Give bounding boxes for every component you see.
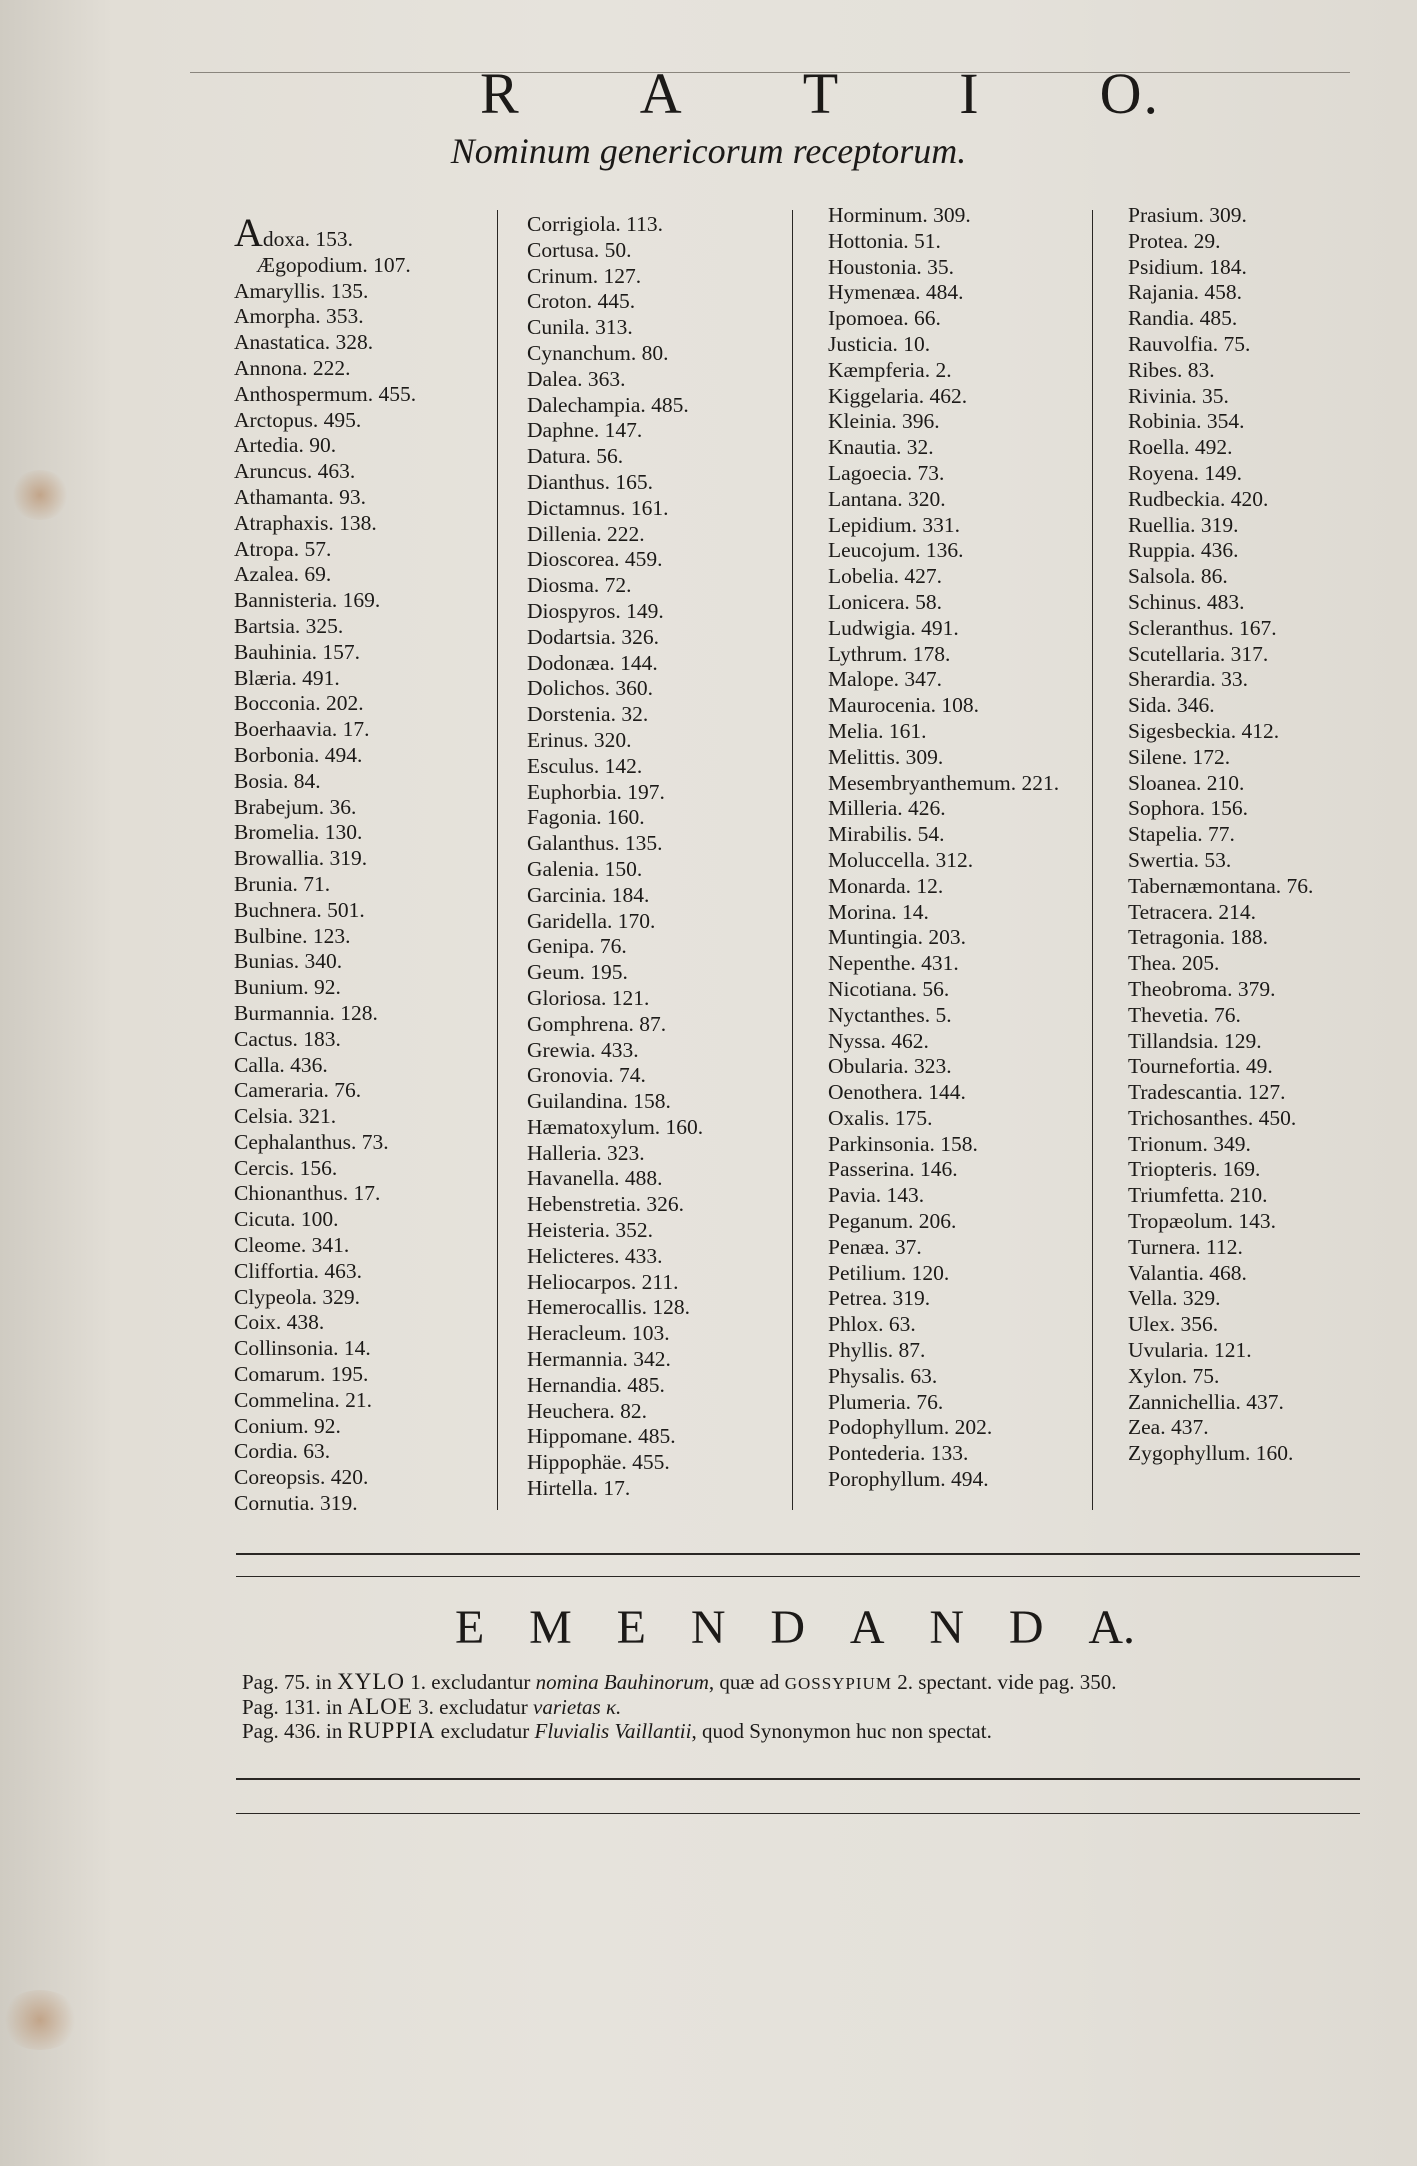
index-entry: Ribes. 83. <box>1128 357 1215 382</box>
emendanda-letter: D <box>770 1601 805 1654</box>
index-entry: Hæmatoxylum. 160. <box>527 1114 704 1139</box>
errata-line <box>242 1670 1116 1695</box>
index-entry: Pavia. 143. <box>828 1183 925 1208</box>
index-entry: Lonicera. 58. <box>828 589 943 614</box>
index-entry: Leucojum. 136. <box>828 538 964 563</box>
index-entry: Triopteris. 169. <box>1128 1157 1261 1182</box>
index-entry: Garidella. 170. <box>527 908 656 933</box>
index-entry: Erinus. 320. <box>527 727 632 752</box>
index-entry: Nyctanthes. 5. <box>828 1002 952 1027</box>
index-entry: Hermannia. 342. <box>527 1347 671 1372</box>
errata-page: Pag. 131. <box>242 1695 321 1719</box>
index-entry: Heisteria. 352. <box>527 1218 653 1243</box>
index-entry: Arctopus. 495. <box>234 407 362 432</box>
index-entry: Corrigiola. 113. <box>527 212 663 236</box>
index-entry: Dillenia. 222. <box>527 521 645 546</box>
index-entry: Dictamnus. 161. <box>527 495 669 520</box>
index-entry: Crinum. 127. <box>527 263 642 288</box>
index-entry: Cleome. 341. <box>234 1233 350 1258</box>
index-entry: Cortusa. 50. <box>527 237 632 262</box>
index-entry: Maurocenia. 108. <box>828 693 980 718</box>
index-entry: Houstonia. 35. <box>828 254 955 279</box>
errata-text: , quæ ad <box>708 1670 785 1694</box>
index-entry: Thevetia. 76. <box>1128 1002 1241 1027</box>
index-entry: Mesembryanthemum. 221. <box>828 770 1060 795</box>
index-entry: Zea. 437. <box>1128 1415 1209 1440</box>
index-entry: Collinsonia. 14. <box>234 1336 371 1361</box>
index-entry: Aruncus. 463. <box>234 459 356 484</box>
index-entry: Hymenæa. 484. <box>828 280 964 305</box>
index-entry: Lobelia. 427. <box>828 564 943 589</box>
column-divider <box>1092 210 1093 1510</box>
index-entry: Mirabilis. 54. <box>828 822 945 847</box>
index-entry: Garcinia. 184. <box>527 882 650 907</box>
index-entry: Boerhaavia. 17. <box>234 717 370 742</box>
index-entry: Swertia. 53. <box>1128 847 1232 872</box>
index-entry: Tournefortia. 49. <box>1128 1054 1273 1079</box>
index-entry: Galenia. 150. <box>527 856 643 881</box>
errata-italic: nomina Bauhinorum <box>535 1670 709 1694</box>
index-entry: Sida. 346. <box>1128 693 1215 718</box>
title-letter: I <box>959 61 981 126</box>
index-entry: Stapelia. 77. <box>1128 822 1235 847</box>
index-entry: Daphne. 147. <box>527 418 643 443</box>
index-entry: Passerina. 146. <box>828 1157 958 1182</box>
index-entry: Sherardia. 33. <box>1128 667 1249 692</box>
index-entry: Ægopodium. 107. <box>256 252 411 277</box>
errata-text: 2. spectant. vide pag. 350. <box>891 1670 1117 1694</box>
index-entry: Atropa. 57. <box>234 536 332 561</box>
errata-genus: XYLO <box>337 1669 405 1694</box>
index-entry: Xylon. 75. <box>1128 1363 1220 1388</box>
index-entry: Milleria. 426. <box>828 796 946 821</box>
emendanda-letter: E <box>616 1601 646 1654</box>
index-entry: Bulbine. 123. <box>234 923 351 948</box>
index-entry: Borbonia. 494. <box>234 742 363 767</box>
index-entry: Hebenstretia. 326. <box>527 1192 685 1217</box>
index-entry: Vella. 329. <box>1128 1286 1221 1311</box>
index-entry: Lantana. 320. <box>828 486 946 511</box>
index-entry: Trichosanthes. 450. <box>1128 1105 1297 1130</box>
errata-text: in <box>320 1719 348 1743</box>
index-entry: Esculus. 142. <box>527 753 643 778</box>
errata-genus: RUPPIA <box>347 1718 436 1743</box>
index-entry: Theobroma. 379. <box>1128 976 1276 1001</box>
index-entry: Cunila. 313. <box>527 315 633 340</box>
index-entry: Royena. 149. <box>1128 460 1243 485</box>
index-entry: Oxalis. 175. <box>828 1105 933 1130</box>
index-entry: Horminum. 309. <box>828 203 971 227</box>
index-entry: Psidium. 184. <box>1128 254 1247 279</box>
index-entry: Havanella. 488. <box>527 1166 663 1191</box>
index-entry: Burmannia. 128. <box>234 1000 378 1025</box>
index-entry: Dodonæa. 144. <box>527 650 658 675</box>
index-entry: Heracleum. 103. <box>527 1321 670 1346</box>
index-entry: Celsia. 321. <box>234 1104 337 1129</box>
index-entry: Melia. 161. <box>828 718 927 743</box>
index-entry: Porophyllum. 494. <box>828 1467 989 1492</box>
index-entry: Sigesbeckia. 412. <box>1128 718 1280 743</box>
errata-page: Pag. 436. <box>242 1719 321 1743</box>
index-entry: Bauhinia. 157. <box>234 639 360 664</box>
index-entry: Calla. 436. <box>234 1052 328 1077</box>
index-entry: Euphorbia. 197. <box>527 779 665 804</box>
index-entry: Scutellaria. 317. <box>1128 641 1269 666</box>
index-entry: Kæmpferia. 2. <box>828 357 952 382</box>
index-entry: Anthospermum. 455. <box>234 381 417 406</box>
index-entry: Galanthus. 135. <box>527 831 663 856</box>
index-entry: Dianthus. 165. <box>527 469 654 494</box>
index-entry: Adoxa. 153. <box>234 210 354 255</box>
index-entry: Diosma. 72. <box>527 573 632 598</box>
index-entry: Dioscorea. 459. <box>527 547 663 572</box>
index-entry: Ipomoea. 66. <box>828 306 941 331</box>
column-divider <box>497 210 498 1510</box>
index-entry: Heuchera. 82. <box>527 1398 647 1423</box>
index-entry: Pontederia. 133. <box>828 1441 969 1466</box>
index-entry: Brabejum. 36. <box>234 794 357 819</box>
errata-line <box>242 1695 1116 1719</box>
errata-genus: GOSSYPIUM <box>784 1674 892 1693</box>
index-entry: Roella. 492. <box>1128 435 1233 460</box>
title-letter: A <box>639 61 684 126</box>
index-entry: Tetragonia. 188. <box>1128 925 1268 950</box>
index-entry: Plumeria. 76. <box>828 1389 944 1414</box>
errata-text: in <box>320 1695 348 1719</box>
column-divider <box>792 210 793 1510</box>
index-entry: Cynanchum. 80. <box>527 340 669 365</box>
index-entry: Tradescantia. 127. <box>1128 1080 1286 1105</box>
index-entry: Anastatica. 328. <box>234 330 374 355</box>
title-letter: R <box>480 61 521 126</box>
emendanda-letter: A <box>849 1601 885 1654</box>
index-entry: Zygophyllum. 160. <box>1128 1441 1294 1466</box>
index-entry: Helicteres. 433. <box>527 1243 663 1268</box>
index-entry: Morina. 14. <box>828 899 929 924</box>
index-entry: Kiggelaria. 462. <box>828 383 968 408</box>
section-rule <box>236 1778 1360 1780</box>
index-entry: Annona. 222. <box>234 355 351 380</box>
index-entry: Fagonia. 160. <box>527 805 645 830</box>
index-entry: Petrea. 319. <box>828 1286 931 1311</box>
emendanda-letter: A. <box>1088 1601 1135 1654</box>
emendanda-title <box>455 1600 1135 1655</box>
index-entry: Bunias. 340. <box>234 949 343 974</box>
index-entry: Gloriosa. 121. <box>527 985 650 1010</box>
index-entry: Dolichos. 360. <box>527 676 654 701</box>
index-entry: Cliffortia. 463. <box>234 1258 362 1283</box>
index-entry: Dalea. 363. <box>527 366 626 391</box>
errata-genus: ALOE <box>347 1694 413 1719</box>
index-entry: Azalea. 69. <box>234 562 332 587</box>
index-entry: Hottonia. 51. <box>828 228 941 253</box>
errata-text: , quod Synonymon huc non spectat. <box>691 1719 992 1743</box>
index-entry: Sloanea. 210. <box>1128 770 1245 795</box>
errata-line <box>242 1719 1116 1743</box>
index-entry: Nyssa. 462. <box>828 1028 929 1053</box>
errata-text: 3. excludatur <box>412 1695 534 1719</box>
index-entry: Cicuta. 100. <box>234 1207 339 1232</box>
emendanda-letter: N <box>690 1601 726 1654</box>
emendanda-letter: E <box>455 1601 485 1654</box>
index-entry: Genipa. 76. <box>527 934 627 959</box>
index-entry: Monarda. 12. <box>828 873 944 898</box>
index-entry: Coreopsis. 420. <box>234 1465 369 1490</box>
index-entry: Bosia. 84. <box>234 768 321 793</box>
errata-text: in <box>310 1670 338 1694</box>
index-entry: Turnera. 112. <box>1128 1234 1243 1259</box>
index-entry: Uvularia. 121. <box>1128 1338 1252 1363</box>
index-entry: Malope. 347. <box>828 667 943 692</box>
index-entry: Scleranthus. 167. <box>1128 615 1277 640</box>
index-entry: Artedia. 90. <box>234 433 337 458</box>
index-entry: Atraphaxis. 138. <box>234 510 377 535</box>
index-entry: Rivinia. 35. <box>1128 383 1229 408</box>
index-entry: Hemerocallis. 128. <box>527 1295 690 1320</box>
index-entry: Blæria. 491. <box>234 665 340 690</box>
errata-italic: varietas κ. <box>533 1695 622 1719</box>
index-entry: Cactus. 183. <box>234 1026 341 1051</box>
index-entry: Lepidium. 331. <box>828 512 960 537</box>
index-entry: Salsola. 86. <box>1128 564 1228 589</box>
index-entry: Cordia. 63. <box>234 1439 331 1464</box>
index-entry: Physalis. 63. <box>828 1363 938 1388</box>
index-entry: Tillandsia. 129. <box>1128 1028 1262 1053</box>
section-rule <box>236 1576 1360 1577</box>
index-entry: Commelina. 21. <box>234 1387 372 1412</box>
index-entry: Moluccella. 312. <box>828 847 974 872</box>
index-entry: Tabernæmontana. 76. <box>1128 873 1314 898</box>
index-entry: Dodartsia. 326. <box>527 624 659 649</box>
index-entry: Trionum. 349. <box>1128 1131 1251 1156</box>
index-entry: Prasium. 309. <box>1128 203 1247 227</box>
index-column-4 <box>1128 203 1313 1467</box>
index-entry: Phyllis. 87. <box>828 1338 926 1363</box>
index-entry: Nicotiana. 56. <box>828 976 950 1001</box>
index-entry: Hippophäe. 455. <box>527 1450 670 1475</box>
index-entry: Obularia. 323. <box>828 1054 952 1079</box>
index-entry: Conium. 92. <box>234 1413 341 1438</box>
index-entry: Kleinia. 396. <box>828 409 940 434</box>
index-entry: Coix. 438. <box>234 1310 325 1335</box>
index-entry: Parkinsonia. 158. <box>828 1131 978 1156</box>
errata-page: Pag. 75. <box>242 1670 311 1694</box>
index-entry: Robinia. 354. <box>1128 409 1245 434</box>
index-entry: Zannichellia. 437. <box>1128 1389 1284 1414</box>
index-entry: Comarum. 195. <box>234 1362 369 1387</box>
index-entry: Schinus. 483. <box>1128 589 1245 614</box>
index-entry: Bunium. 92. <box>234 975 341 1000</box>
index-entry: Rauvolfia. 75. <box>1128 331 1251 356</box>
index-entry: Melittis. 309. <box>828 744 944 769</box>
index-entry: Ruppia. 436. <box>1128 538 1239 563</box>
index-entry: Hippomane. 485. <box>527 1424 676 1449</box>
index-entry: Justicia. 10. <box>828 331 931 356</box>
index-entry: Triumfetta. 210. <box>1128 1183 1268 1208</box>
index-entry: Penæa. 37. <box>828 1234 922 1259</box>
index-entry: Podophyllum. 202. <box>828 1415 993 1440</box>
index-entry: Browallia. 319. <box>234 846 368 871</box>
index-entry: Phlox. 63. <box>828 1312 916 1337</box>
index-entry: Knautia. 32. <box>828 435 934 460</box>
index-entry: Clypeola. 329. <box>234 1284 360 1309</box>
index-entry: Cornutia. 319. <box>234 1491 358 1516</box>
index-entry: Bannisteria. 169. <box>234 588 381 613</box>
index-entry: Athamanta. 93. <box>234 484 366 509</box>
emendanda-letter: M <box>529 1601 572 1654</box>
errata-italic: Fluvialis Vaillantii <box>534 1719 692 1743</box>
index-entry: Chionanthus. 17. <box>234 1181 381 1206</box>
errata-text: excludatur <box>435 1719 535 1743</box>
index-entry: Diospyros. 149. <box>527 598 664 623</box>
index-entry: Grewia. 433. <box>527 1037 639 1062</box>
index-entry: Halleria. 323. <box>527 1140 645 1165</box>
errata-text: 1. excludantur <box>404 1670 536 1694</box>
index-entry: Croton. 445. <box>527 289 636 314</box>
index-entry: Ulex. 356. <box>1128 1312 1219 1337</box>
index-entry: Tropæolum. 143. <box>1128 1209 1276 1234</box>
index-entry: Nepenthe. 431. <box>828 951 959 976</box>
index-entry: Dalechampia. 485. <box>527 392 689 417</box>
emendanda-letter: N <box>929 1601 964 1654</box>
index-entry: Cephalanthus. 73. <box>234 1129 389 1154</box>
page-subtitle: Nominum genericorum receptorum. <box>450 131 967 171</box>
title-letter: O. <box>1099 61 1160 126</box>
index-entry: Lagoecia. 73. <box>828 460 945 485</box>
index-entry: Brunia. 71. <box>234 871 331 896</box>
index-entry: Lythrum. 178. <box>828 641 951 666</box>
index-entry: Sophora. 156. <box>1128 796 1249 821</box>
index-entry: Silene. 172. <box>1128 744 1231 769</box>
emendanda-letter: D <box>1008 1601 1044 1654</box>
index-entry: Heliocarpos. 211. <box>527 1269 679 1294</box>
index-entry: Bromelia. 130. <box>234 820 363 845</box>
index-entry: Protea. 29. <box>1128 228 1221 253</box>
index-entry: Ludwigia. 491. <box>828 615 959 640</box>
index-entry: Rudbeckia. 420. <box>1128 486 1269 511</box>
index-entry: Datura. 56. <box>527 444 624 469</box>
index-entry: Dorstenia. 32. <box>527 702 649 727</box>
index-entry: Bocconia. 202. <box>234 691 364 716</box>
section-rule <box>236 1813 1360 1814</box>
index-column-2 <box>527 212 703 1502</box>
index-entry: Muntingia. 203. <box>828 925 966 950</box>
index-entry: Petilium. 120. <box>828 1260 950 1285</box>
errata-list <box>242 1670 1116 1743</box>
index-entry: Bartsia. 325. <box>234 613 344 638</box>
index-entry: Ruellia. 319. <box>1128 512 1239 537</box>
index-entry: Gomphrena. 87. <box>527 1011 667 1036</box>
index-entry: Hirtella. 17. <box>527 1476 631 1501</box>
index-entry: Tetracera. 214. <box>1128 899 1257 924</box>
index-entry: Hernandia. 485. <box>527 1372 665 1397</box>
index-entry: Amaryllis. 135. <box>234 278 369 303</box>
index-entry: Amorpha. 353. <box>234 304 364 329</box>
index-column-3 <box>828 203 1059 1493</box>
index-entry: Guilandina. 158. <box>527 1089 671 1114</box>
index-column-1 <box>234 210 417 1517</box>
index-entry: Oenothera. 144. <box>828 1080 966 1105</box>
index-entry: Valantia. 468. <box>1128 1260 1247 1285</box>
index-entry: Geum. 195. <box>527 960 628 985</box>
index-entry: Rajania. 458. <box>1128 280 1243 305</box>
index-entry: Randia. 485. <box>1128 306 1238 331</box>
index-entry: Thea. 205. <box>1128 951 1220 976</box>
title-letter: T <box>802 61 841 126</box>
index-entry: Cercis. 156. <box>234 1155 338 1180</box>
index-entry: Cameraria. 76. <box>234 1078 362 1103</box>
index-entry: Peganum. 206. <box>828 1209 957 1234</box>
index-entry: Buchnera. 501. <box>234 897 365 922</box>
index-entry: Gronovia. 74. <box>527 1063 646 1088</box>
section-rule <box>236 1553 1360 1555</box>
